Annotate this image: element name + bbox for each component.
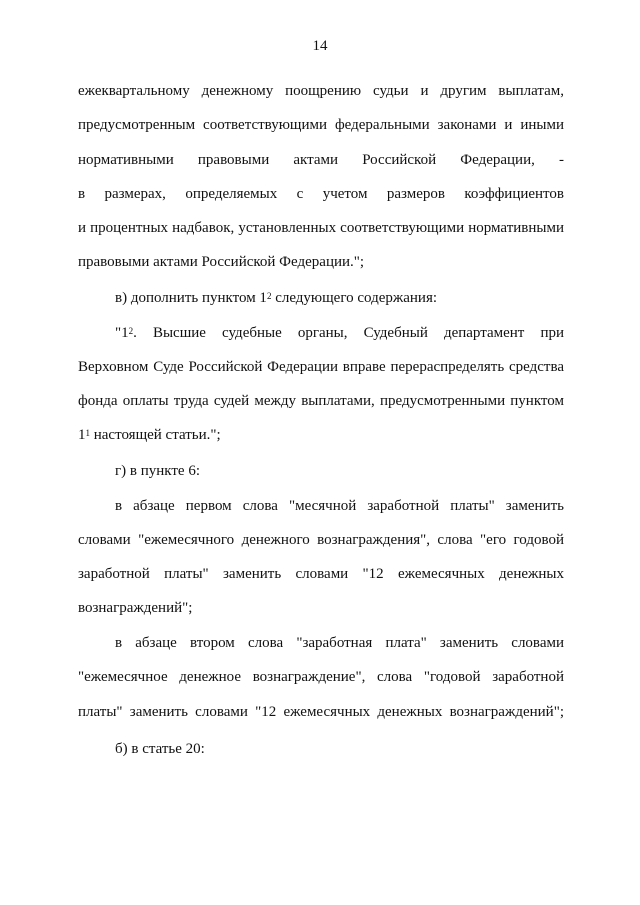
text-line: правовыми актами Российской Федерации."; [78, 254, 365, 270]
quote-end-line [78, 425, 564, 445]
text-line: заработной платы" заменить словами "12 ежемесячных денежных [78, 566, 564, 582]
text-line: "ежемесячное денежное вознаграждение", слова "годовой заработной [78, 669, 564, 685]
text-segment: "1 [115, 325, 129, 341]
text-line: предусмотренным соответствующими федеральными законами и иными [78, 117, 564, 133]
text-line: в размерах, определяемых с учетом размеров коэффициентов [78, 186, 564, 202]
text-line: в абзаце втором слова "заработная плата" заменить словами [115, 635, 564, 651]
text-line: платы" заменить словами "12 ежемесячных денежных вознаграждений"; [78, 704, 564, 720]
text-line: ежеквартальному денежному поощрению судьи и другим выплатам, [78, 83, 564, 99]
text-line: Верховном Суде Российской Федерации вправе перераспределять средства [78, 359, 564, 375]
text-line: вознаграждений"; [78, 600, 193, 616]
text-line: в абзаце первом слова "месячной заработной платы" заменить [115, 498, 564, 514]
superscript: 2 [266, 291, 272, 301]
text-segment: в) дополнить пунктом 1 [115, 290, 267, 306]
text-segment: . Высшие судебные органы, Судебный департамент при [133, 325, 564, 341]
quote-line [115, 323, 564, 343]
text-segment: 1 [78, 427, 86, 443]
paragraph-v [115, 288, 564, 308]
superscript: 1 [85, 428, 90, 438]
text-line: и процентных надбавок, установленных соответствующими нормативными [78, 220, 564, 236]
text-line: нормативными правовыми актами Российской Федерации, - [78, 152, 564, 168]
text-line: фонда оплаты труда судей между выплатами, предусмотренными пунктом [78, 393, 564, 409]
text-line: б) в статье 20: [115, 741, 205, 757]
page-number: 14 [312, 38, 328, 54]
superscript: 2 [128, 326, 134, 336]
text-line: словами "ежемесячного денежного вознаграждения", слова "его годовой [78, 532, 564, 548]
text-line: г) в пункте 6: [115, 463, 201, 479]
text-segment: настоящей статьи."; [90, 427, 221, 443]
text-segment: следующего содержания: [271, 290, 438, 306]
